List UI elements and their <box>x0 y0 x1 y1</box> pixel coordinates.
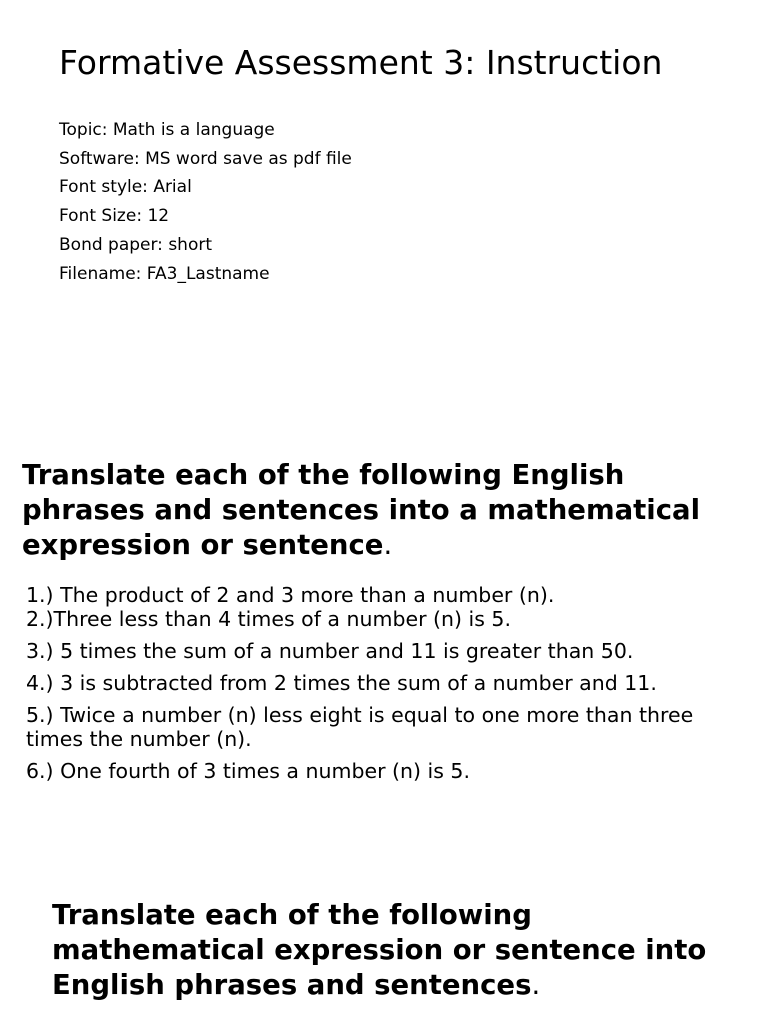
instruction-topic: Topic: Math is a language <box>59 120 275 140</box>
instruction-filename: Filename: FA3_Lastname <box>59 263 270 284</box>
instruction-list <box>59 116 352 288</box>
problem-item-3: 3.) 5 times the sum of a number and 11 is greater than 50. <box>26 639 634 663</box>
section1-heading <box>22 458 742 563</box>
instruction-font-size: Font Size: 12 <box>59 206 170 227</box>
problem-item-5: 5.) Twice a number (n) less eight is equal to one more than three times the number (n). <box>26 703 694 751</box>
problem-item-6: 6.) One fourth of 3 times a number (n) is 5. <box>26 759 470 783</box>
instruction-software: Software: MS word save as pdf file <box>59 148 352 169</box>
page-title: Formative Assessment 3: Instruction <box>59 43 663 82</box>
section2-heading-text: Translate each of the following mathematical expression or sentence into English phrases and sentences <box>52 899 707 1001</box>
problem-item-4: 4.) 3 is subtracted from 2 times the sum of a number and 11. <box>26 671 657 695</box>
problem-item-1: 1.) The product of 2 and 3 more than a number (n). <box>26 583 555 607</box>
section1-heading-period: . <box>383 529 393 561</box>
section2-heading-period: . <box>531 969 541 1001</box>
instruction-font-style: Font style: Arial <box>59 177 192 198</box>
section2-heading <box>52 898 752 1003</box>
problem-item-2: 2.)Three less than 4 times of a number (n) is 5. <box>26 607 511 631</box>
problem-list <box>26 583 726 783</box>
instruction-bond-paper: Bond paper: short <box>59 234 212 255</box>
section1-heading-text: Translate each of the following English phrases and sentences into a mathematical expression or sentence <box>22 459 701 561</box>
